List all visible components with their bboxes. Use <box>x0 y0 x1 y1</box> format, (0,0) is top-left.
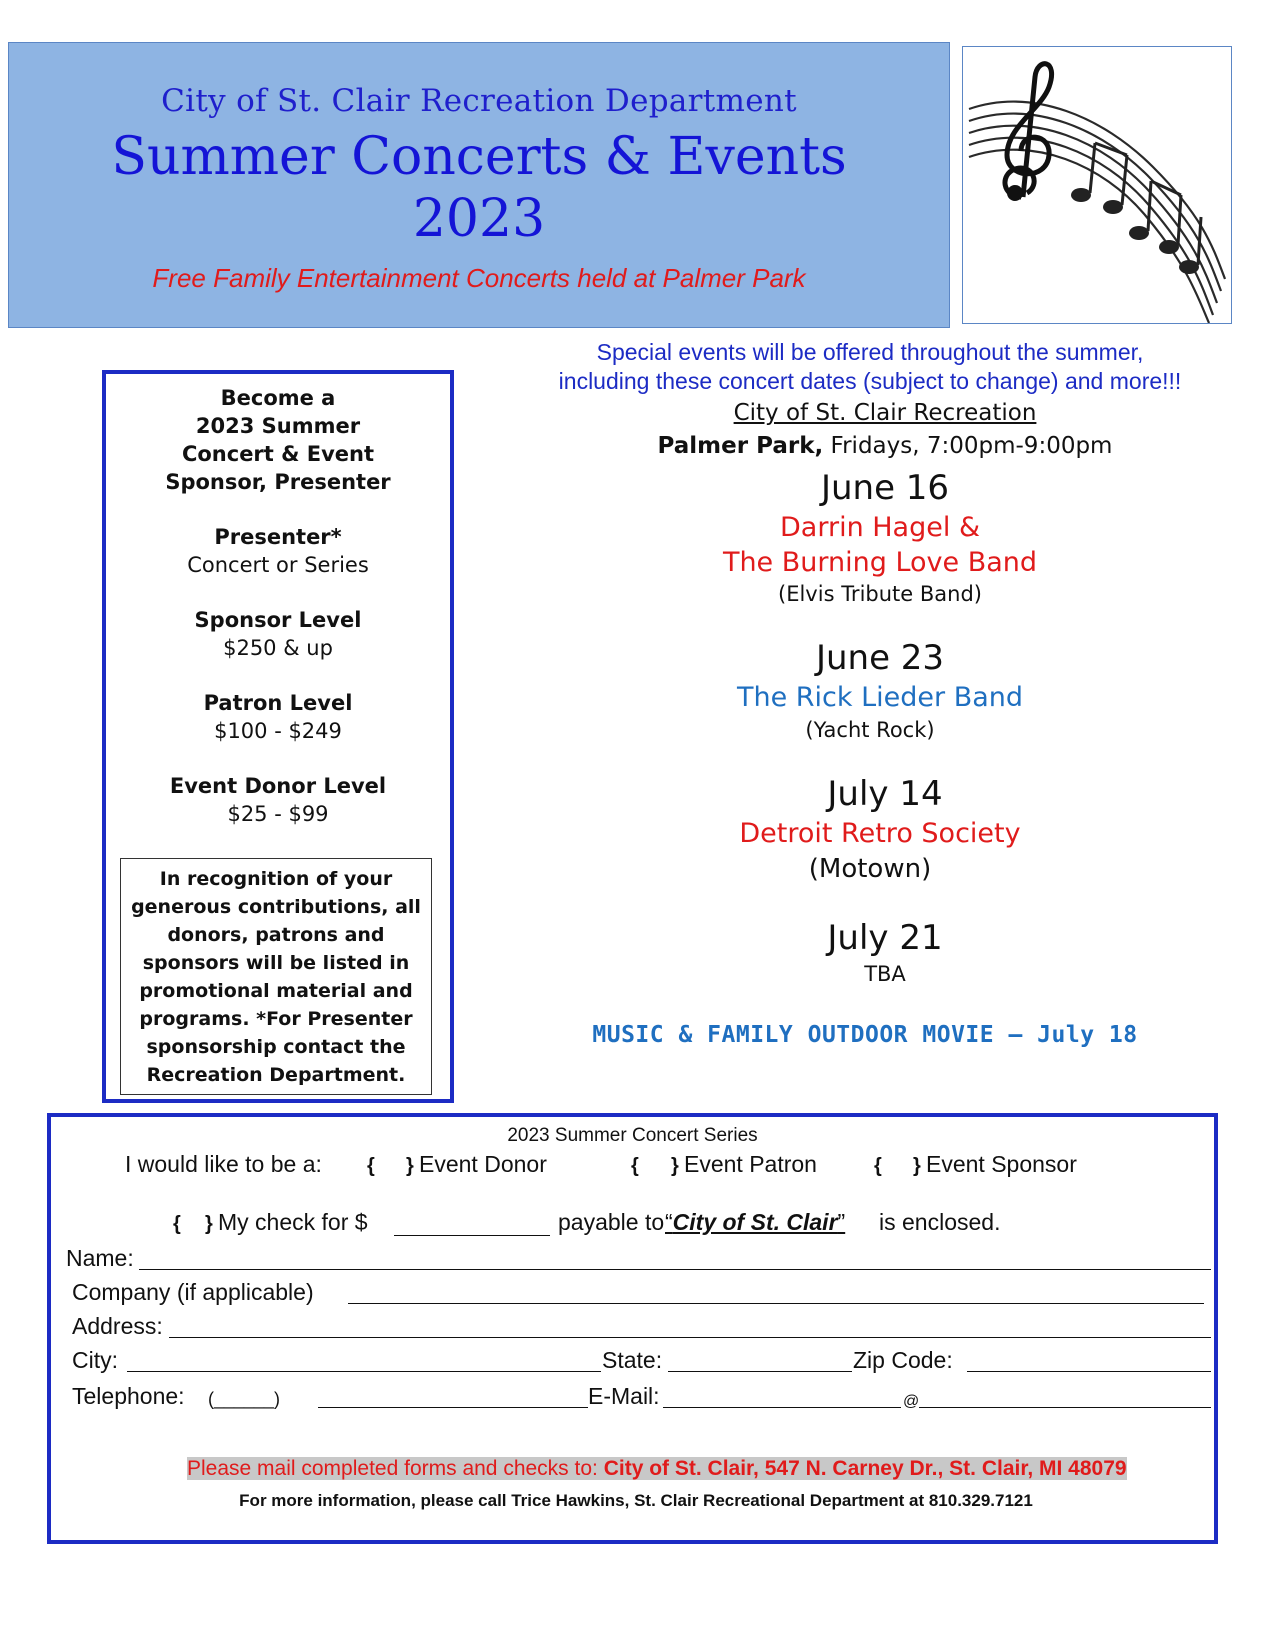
name-label: Name: <box>66 1245 134 1271</box>
recognition-line: sponsors will be listed in <box>142 952 410 974</box>
concert-band: Darrin Hagel & <box>780 512 980 543</box>
level-name: Patron Level <box>203 691 353 715</box>
contact-info: For more information, please call Trice Hawkins, St. Clair Recreational Department at 810.329.7121 <box>239 1491 1033 1510</box>
form-intro: I would like to be a: <box>125 1151 322 1177</box>
level-value: $100 - $249 <box>214 719 342 743</box>
sponsor-heading-line: 2023 Summer <box>195 414 361 438</box>
brace-close: } <box>205 1213 213 1235</box>
brace-open: { <box>173 1213 181 1235</box>
check-mid: payable to <box>558 1209 665 1235</box>
venue-schedule <box>500 433 1270 459</box>
check-payee <box>665 1209 845 1236</box>
option-event-sponsor: Event Sponsor <box>926 1151 1077 1177</box>
donor-checkbox[interactable] <box>367 1151 427 1179</box>
concert-note: (Yacht Rock) <box>805 718 935 742</box>
email-label: E-Mail: <box>588 1383 660 1409</box>
sponsor-form <box>47 1113 1218 1544</box>
level-name: Presenter* <box>214 525 342 549</box>
recognition-line: generous contributions, all <box>131 896 421 918</box>
phone-area-code-field[interactable]: (______) <box>208 1389 281 1409</box>
events-intro-line: Special events will be offered throughout the summer, <box>596 339 1144 365</box>
email-at: @ <box>903 1393 920 1410</box>
concert-band: The Rick Lieder Band <box>736 682 1024 713</box>
movie-event: MUSIC & FAMILY OUTDOOR MOVIE – July 18 <box>592 1022 1138 1048</box>
recognition-line: sponsorship contact the <box>146 1036 406 1058</box>
payee-name: City of St. Clair <box>672 1209 838 1235</box>
sponsor-heading-line: Become a <box>220 386 336 410</box>
mail-prefix: Please mail completed forms and checks to: <box>187 1457 598 1480</box>
name-field[interactable] <box>139 1269 1211 1270</box>
recognition-line: programs. *For Presenter <box>139 1008 413 1030</box>
brace-open: { <box>367 1155 375 1177</box>
mailing-instructions <box>187 1457 1127 1481</box>
quote-open: “ <box>665 1209 673 1235</box>
sponsor-checkbox[interactable] <box>874 1151 934 1179</box>
concert-date: July 21 <box>827 918 943 958</box>
page-title: Summer Concerts & Events <box>111 127 847 187</box>
music-staff-image <box>962 46 1232 324</box>
recognition-line: In recognition of your <box>159 868 393 890</box>
option-event-donor: Event Donor <box>419 1151 547 1177</box>
sponsor-heading-line: Sponsor, Presenter <box>165 470 391 494</box>
concert-note: (Motown) <box>808 854 932 884</box>
mail-address: City of St. Clair, 547 N. Carney Dr., St. Clair, MI 48079 <box>603 1457 1127 1480</box>
zip-label: Zip Code: <box>853 1347 953 1373</box>
telephone-field[interactable] <box>318 1407 588 1408</box>
header-subtitle: Free Family Entertainment Concerts held at Palmer Park <box>152 263 806 293</box>
concert-band: The Burning Love Band <box>722 547 1038 578</box>
recognition-line: promotional material and <box>139 980 413 1002</box>
recognition-note <box>120 858 432 1095</box>
concert-note: (Elvis Tribute Band) <box>778 582 982 606</box>
zip-field[interactable] <box>967 1371 1211 1372</box>
organizer-name: City of St. Clair Recreation <box>733 400 1037 426</box>
header-banner <box>8 42 950 328</box>
concert-date: June 16 <box>820 468 950 508</box>
level-value: $250 & up <box>223 636 333 660</box>
company-label: Company (if applicable) <box>72 1279 314 1305</box>
brace-open: { <box>874 1155 882 1177</box>
recognition-line: Recreation Department. <box>146 1064 406 1086</box>
sponsor-levels-box <box>102 370 454 1103</box>
state-field[interactable] <box>668 1371 852 1372</box>
concert-band: Detroit Retro Society <box>739 818 1021 849</box>
level-value: Concert or Series <box>187 553 369 577</box>
events-intro <box>500 338 1240 396</box>
recognition-line: donors, patrons and <box>167 924 385 946</box>
level-value: $25 - $99 <box>227 802 329 826</box>
brace-close: } <box>671 1155 679 1177</box>
level-name: Event Donor Level <box>169 774 387 798</box>
telephone-label: Telephone: <box>72 1383 185 1409</box>
company-field[interactable] <box>348 1303 1204 1304</box>
brace-open: { <box>631 1155 639 1177</box>
brace-close: } <box>406 1155 414 1177</box>
department-name: City of St. Clair Recreation Department <box>161 83 797 119</box>
check-prefix: My check for $ <box>218 1209 368 1235</box>
email-user-field[interactable] <box>663 1407 901 1408</box>
brace-close: } <box>913 1155 921 1177</box>
concert-date: July 14 <box>827 774 943 814</box>
quote-close: ” <box>837 1209 846 1235</box>
form-title: 2023 Summer Concert Series <box>507 1125 758 1146</box>
concert-date: June 23 <box>815 638 945 678</box>
email-domain-field[interactable] <box>919 1407 1211 1408</box>
city-field[interactable] <box>127 1371 601 1372</box>
events-intro-line: including these concert dates (subject to change) and more!!! <box>558 368 1182 394</box>
check-amount-field[interactable] <box>394 1235 550 1236</box>
sponsor-heading-line: Concert & Event <box>181 442 375 466</box>
check-enclosed-checkbox[interactable] <box>173 1209 217 1237</box>
option-event-patron: Event Patron <box>684 1151 817 1177</box>
venue-name: Palmer Park, <box>657 433 824 459</box>
address-label: Address: <box>72 1313 163 1339</box>
concert-note: TBA <box>864 962 906 986</box>
event-year: 2023 <box>412 189 546 249</box>
level-name: Sponsor Level <box>194 608 362 632</box>
city-label: City: <box>72 1347 118 1373</box>
patron-checkbox[interactable] <box>631 1151 691 1179</box>
schedule-text: Fridays, 7:00pm-9:00pm <box>830 433 1113 459</box>
music-notes-icon <box>963 47 1231 323</box>
address-field[interactable] <box>169 1337 1211 1338</box>
check-suffix: is enclosed. <box>879 1209 1001 1235</box>
state-label: State: <box>602 1347 663 1373</box>
